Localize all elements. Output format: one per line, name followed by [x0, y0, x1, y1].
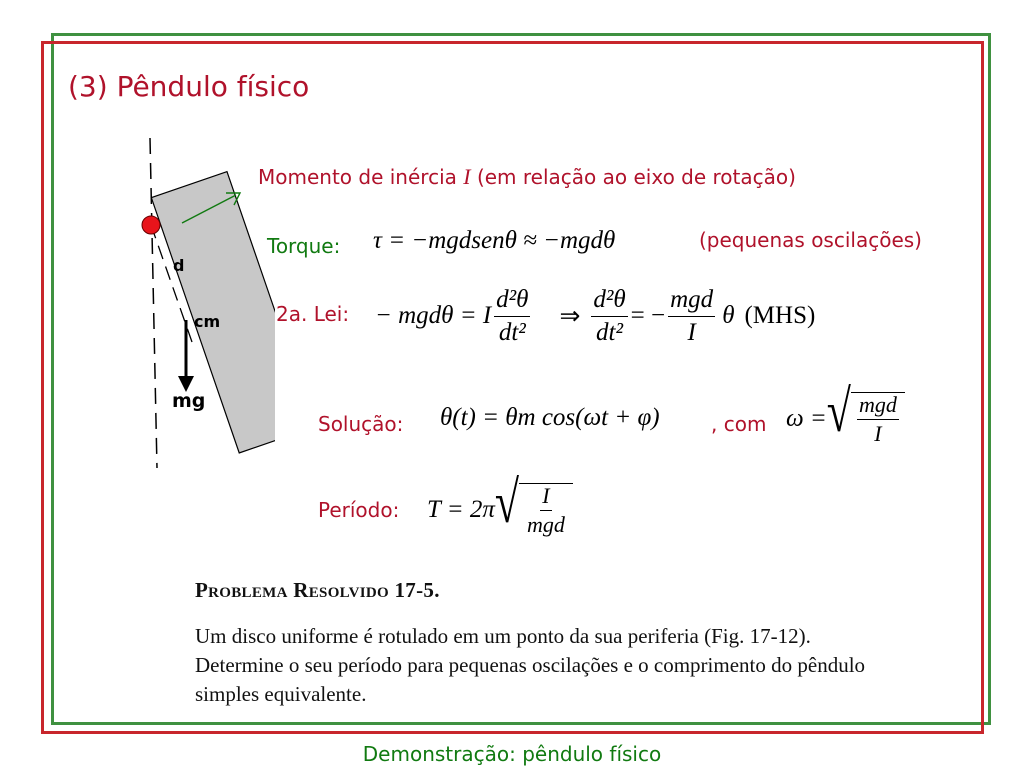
solution-equation: θ(t) = θm cos(ωt + φ) [440, 404, 660, 431]
omega-lhs: ω = [786, 405, 827, 432]
law-lhs: − mgdθ = I [375, 302, 492, 329]
moment-of-inertia-line [258, 164, 796, 190]
slide-title: (3) Pêndulo físico [68, 70, 310, 103]
solution-com: , com [711, 412, 767, 436]
second-law-label: 2a. Lei: [276, 302, 350, 326]
period-num: I [540, 484, 551, 511]
moment-suffix: (em relação ao eixo de rotação) [476, 165, 796, 189]
law-rhs-frac2-num: mgd [668, 286, 715, 317]
problem-heading: Problema Resolvido 17-5. [195, 578, 440, 602]
law-rhs-frac-den: dt² [596, 318, 623, 346]
label-cm: cm [194, 312, 221, 331]
law-rhs-theta: θ [722, 302, 735, 329]
problem-text: Um disco uniforme é rotulado em um ponto da sua periferia (Fig. 17-12). Determine o seu período para pequenas oscilações e o comprimento do pêndulo simples equivalente. [195, 624, 866, 706]
law-frac-num: d²θ [494, 286, 530, 317]
moment-symbol: I [463, 164, 471, 189]
period-equation: T = 2π √ $\frac{I}{\text{mgd}}$ [427, 470, 573, 550]
torque-label: Torque: [267, 234, 341, 258]
law-mhs: (MHS) [744, 302, 816, 329]
label-d: d [173, 256, 185, 275]
pivot-point [142, 216, 160, 234]
moment-pointer-arrow [170, 185, 250, 230]
law-rhs-frac2-den: I [687, 318, 696, 346]
law-frac-den: dt² [498, 318, 526, 346]
torque-equation: τ = −mgdsenθ ≈ −mgdθ [373, 227, 616, 254]
period-den: mgd [527, 512, 565, 537]
period-lhs: T = 2π [427, 496, 495, 523]
second-law-equation [375, 278, 815, 354]
omega-num: mgd [857, 393, 899, 420]
law-implies-arrow: ⇒ [559, 303, 581, 330]
label-mg: mg [172, 390, 206, 412]
moment-prefix: Momento de inércia [258, 165, 457, 189]
law-rhs-eq: = − [630, 302, 666, 329]
law-rhs-frac-num: d²θ [591, 286, 627, 317]
rotation-axis-line [150, 138, 157, 468]
physical-pendulum-figure [95, 130, 275, 475]
solution-label: Solução: [318, 412, 404, 436]
period-label: Período: [318, 498, 400, 522]
omega-equation: ω = √ $\frac{\text{mgd}}{I}$ [786, 384, 905, 454]
omega-den: I [874, 421, 882, 446]
demo-link[interactable]: Demonstração: pêndulo físico [362, 742, 662, 766]
torque-note: (pequenas oscilações) [699, 228, 922, 252]
